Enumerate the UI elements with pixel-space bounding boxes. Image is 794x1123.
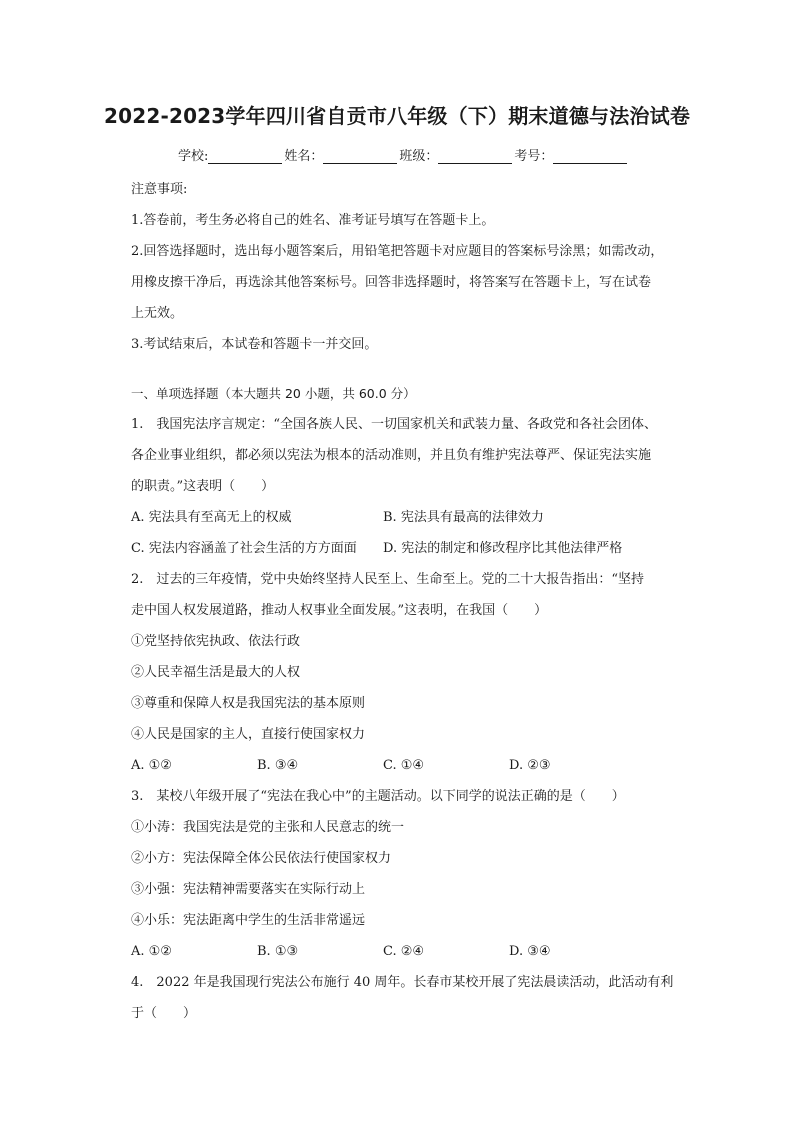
question-stem-line: 于（ ）	[131, 1006, 197, 1021]
option-c: C. 宪法内容涵盖了社会生活的方方面面	[131, 541, 357, 556]
options-row	[131, 750, 701, 781]
class-field	[399, 145, 514, 164]
question-stem-line: 1. 我国宪法序言规定：“全国各族人民、一切国家机关和武装力量、各政党和各社会团体、	[131, 417, 658, 432]
exam-number-blank	[553, 149, 627, 164]
option-d: D. ②③	[509, 758, 551, 773]
notes-item: 2.回答选择题时，选出每小题答案后，用铅笔把答题卡对应题目的答案标号涂黑；如需改动，	[131, 244, 664, 259]
class-blank	[438, 149, 512, 164]
statement-item: ②小方：宪法保障全体公民依法行使国家权力	[131, 851, 392, 866]
question-2	[131, 564, 701, 781]
options-row	[131, 936, 701, 967]
statement-item: ③尊重和保障人权是我国宪法的基本原则	[131, 696, 366, 711]
option-b: B. ①③	[257, 944, 299, 959]
notes-item: 3.考试结束后，本试卷和答题卡一并交回。	[131, 337, 378, 352]
name-field	[284, 145, 399, 164]
page-title: 2022-2023学年四川省自贡市八年级（下）期末道德与法治试卷	[103, 104, 691, 128]
question-4	[131, 967, 701, 1029]
school-label: 学校:	[178, 149, 209, 164]
statement-item: ①小涛：我国宪法是党的主张和人民意志的统一	[131, 820, 405, 835]
options-row	[131, 502, 701, 533]
notes-heading: 注意事项:	[131, 182, 188, 197]
student-info-row	[178, 145, 629, 164]
section-heading: 一、单项选择题（本大题共 20 小题，共 60.0 分）	[131, 386, 416, 401]
notes-item: 上无效。	[131, 306, 184, 321]
statement-item: ③小强：宪法精神需要落实在实际行动上	[131, 882, 366, 897]
name-blank	[323, 149, 397, 164]
option-b: B. ③④	[257, 758, 299, 773]
statement-item: ①党坚持依宪执政、依法行政	[131, 634, 301, 649]
question-stem-line: 4. 2022 年是我国现行宪法公布施行 40 周年。长春市某校开展了宪法晨读活动，此活动有利	[131, 975, 674, 990]
notes-item: 1.答卷前，考生务必将自己的姓名、准考证号填写在答题卡上。	[131, 213, 495, 228]
question-1	[131, 409, 701, 564]
option-a: A. 宪法具有至高无上的权威	[131, 510, 292, 525]
section-gap	[131, 360, 701, 378]
question-stem-line: 的职责。”这表明（ ）	[131, 479, 275, 494]
statement-item: ②人民幸福生活是最大的人权	[131, 665, 301, 680]
question-stem-line: 各企业事业组织，都必须以宪法为根本的活动准则，并且负有维护宪法尊严、保证宪法实施	[131, 448, 652, 463]
statement-item: ④人民是国家的主人，直接行使国家权力	[131, 727, 366, 742]
question-stem-line: 3. 某校八年级开展了“宪法在我心中”的主题活动。以下同学的说法正确的是（ ）	[131, 789, 625, 804]
option-c: C. ②④	[383, 944, 425, 959]
school-field	[178, 145, 284, 164]
school-blank	[208, 149, 282, 164]
statement-item: ④小乐：宪法距离中学生的生活非常遥远	[131, 913, 366, 928]
option-a: A. ①②	[131, 944, 172, 959]
class-label: 班级：	[399, 149, 439, 164]
exam-number-field	[514, 145, 629, 164]
option-d: D. 宪法的制定和修改程序比其他法律严格	[383, 541, 623, 556]
options-row	[131, 533, 701, 564]
exam-number-label: 考号：	[514, 149, 554, 164]
notes-item: 用橡皮擦干净后，再选涂其他答案标号。回答非选择题时，将答案写在答题卡上，写在试卷	[131, 275, 652, 290]
exam-content	[131, 174, 701, 1029]
option-b: B. 宪法具有最高的法律效力	[383, 510, 544, 525]
notes-section	[131, 174, 701, 360]
option-c: C. ①④	[383, 758, 425, 773]
option-a: A. ①②	[131, 758, 172, 773]
question-3	[131, 781, 701, 967]
option-d: D. ③④	[509, 944, 551, 959]
name-label: 姓名：	[284, 149, 324, 164]
question-stem-line: 2. 过去的三年疫情，党中央始终坚持人民至上、生命至上。党的二十大报告指出：“坚持	[131, 572, 645, 587]
question-stem-line: 走中国人权发展道路，推动人权事业全面发展。”这表明，在我国（ ）	[131, 603, 548, 618]
